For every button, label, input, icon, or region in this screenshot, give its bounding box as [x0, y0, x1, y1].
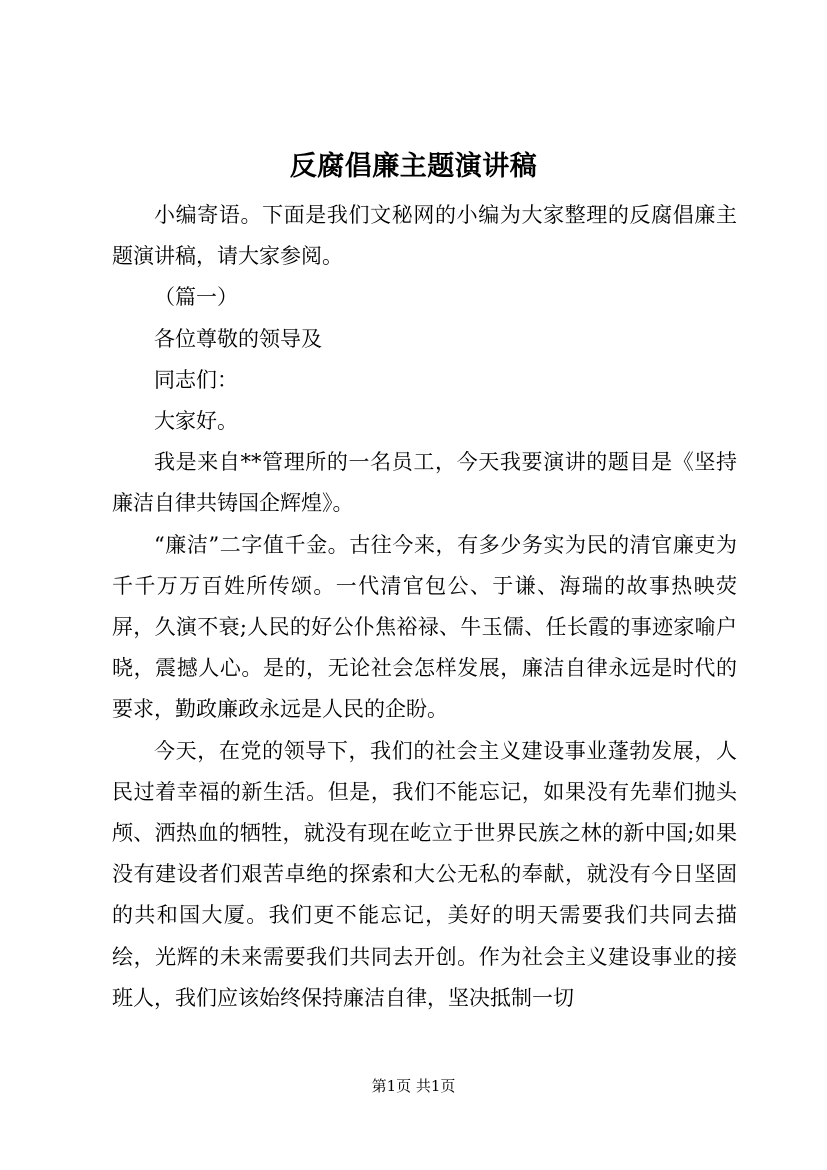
paragraph-integrity: “廉洁”二字值千金。古往今来，有多少务实为民的清官廉吏为千千万万百姓所传颂。一代清官包公、于谦、海瑞的故事热映荧屏，久演不衰;人民的好公仆焦裕禄、牛玉儒、任长霞的事迹家喻户晓，震撼人心。是的，无论社会怎样发展，廉洁自律永远是时代的要求，勤政廉政永远是人民的企盼。: [112, 532, 737, 722]
paragraph-salutation-2: 同志们：: [154, 367, 238, 392]
paragraph-speaker-intro: 我是来自**管理所的一名员工，今天我要演讲的题目是《坚持廉洁自律共铸国企辉煌》。: [112, 450, 737, 516]
paragraph-salutation-1: 各位尊敬的领导及: [154, 326, 322, 351]
paragraph-today: 今天，在党的领导下，我们的社会主义建设事业蓬勃发展，人民过着幸福的新生活。但是，我们不能忘记，如果没有先辈们抛头颅、洒热血的牺牲，就没有现在屹立于世界民族之林的新中国;如果没有建设者们艰苦卓绝的探索和大公无私的奉献，就没有今日坚固的共和国大厦。我们更不能忘记，美好的明天需要我们共同去描绘，光辉的未来需要我们共同去开创。作为社会主义建设事业的接班人，我们应该始终保持廉洁自律，坚决抵制一切: [112, 738, 737, 1010]
paragraph-intro: 小编寄语。下面是我们文秘网的小编为大家整理的反腐倡廉主题演讲稿，请大家参阅。: [112, 203, 737, 269]
page-footer: 第1页 共1页: [371, 1077, 456, 1095]
document-title: 反腐倡廉主题演讲稿: [289, 151, 538, 182]
paragraph-section-label: （篇一）: [154, 285, 238, 310]
paragraph-greeting: 大家好。: [154, 409, 238, 434]
document-body: [112, 195, 737, 1019]
